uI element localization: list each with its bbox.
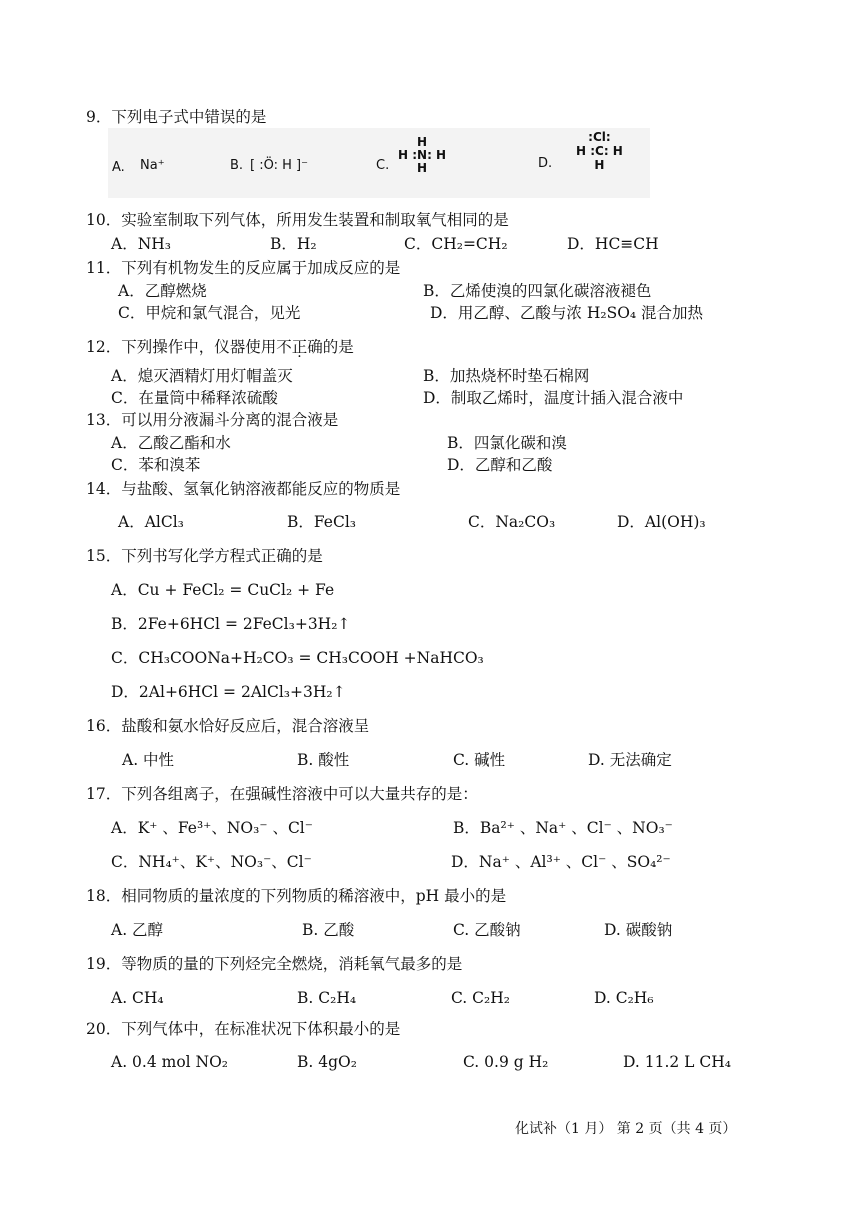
q9-label-c: C. [376, 158, 390, 173]
q18-option-d: D. 碳酸钠 [604, 921, 673, 939]
q14-option-b: B．FeCl₃ [287, 513, 357, 531]
q12-option-c: C．在量筒中稀释浓硫酸 [111, 389, 278, 407]
q15-option-a: A．Cu + FeCl₂ = CuCl₂ + Fe [111, 581, 335, 599]
q14-stem: 14．与盐酸、氢氧化钠溶液都能反应的物质是 [86, 480, 401, 498]
q17-option-d: D．Na⁺ 、Al³⁺ 、Cl⁻ 、SO₄²⁻ [451, 853, 671, 871]
q9-lewis-nh3: H H :N: H H [398, 135, 447, 175]
q9-label-b: B. [230, 158, 244, 173]
q18-option-c: C. 乙酸钠 [453, 921, 521, 939]
q18-option-a: A. 乙醇 [111, 921, 164, 939]
q14-option-d: D．Al(OH)₃ [617, 513, 706, 531]
q19-option-a: A. CH₄ [111, 989, 164, 1007]
page-footer: 化试补（1 月） 第 2 页（共 4 页） [515, 1121, 737, 1137]
q19-option-b: B. C₂H₄ [297, 989, 357, 1007]
q16-stem: 16．盐酸和氨水恰好反应后，混合溶液呈 [86, 717, 370, 735]
q12-option-d: D．制取乙烯时，温度计插入混合液中 [423, 389, 684, 407]
q10-option-a: A．NH₃ [111, 235, 171, 253]
q19-option-d: D. C₂H₆ [594, 989, 654, 1007]
q10-option-d: D．HC≡CH [567, 235, 659, 253]
q11-option-d: D．用乙醇、乙酸与浓 H₂SO₄ 混合加热 [430, 304, 704, 322]
q9-label-d: D. [538, 156, 553, 171]
q19-option-c: C. C₂H₂ [451, 989, 510, 1007]
q20-option-b: B. 4gO₂ [297, 1053, 357, 1071]
q12-stem [86, 337, 354, 357]
q11-option-a: A．乙醇燃烧 [118, 282, 207, 300]
q16-option-b: B. 酸性 [297, 751, 350, 769]
q20-option-c: C. 0.9 g H₂ [463, 1053, 549, 1071]
q9-options-image [108, 128, 650, 198]
q10-stem: 10．实验室制取下列气体，所用发生装置和制取氧气相同的是 [86, 211, 509, 229]
q17-option-c: C．NH₄⁺、K⁺、NO₃⁻、Cl⁻ [111, 853, 312, 871]
q11-option-c: C．甲烷和氯气混合，见光 [118, 304, 301, 322]
q15-option-b: B．2Fe+6HCl = 2FeCl₃+3H₂↑ [111, 615, 351, 633]
q20-stem: 20．下列气体中，在标准状况下体积最小的是 [86, 1020, 401, 1038]
q14-option-c: C．Na₂CO₃ [468, 513, 556, 531]
q18-option-b: B. 乙酸 [302, 921, 355, 939]
q13-stem: 13．可以用分液漏斗分离的混合液是 [86, 411, 339, 429]
q12-stem-post: 的是 [322, 338, 354, 356]
q17-stem: 17．下列各组离子，在强碱性溶液中可以大量共存的是： [86, 785, 478, 803]
q13-option-d: D．乙醇和乙酸 [447, 456, 553, 474]
q9-formula-b: [ :Ö: H ]⁻ [250, 158, 308, 173]
q16-option-a: A. 中性 [122, 751, 175, 769]
q10-option-b: B．H₂ [270, 235, 317, 253]
q12-option-b: B．加热烧杯时垫石棉网 [423, 367, 590, 385]
q16-option-c: C. 碱性 [453, 751, 506, 769]
q17-option-a: A．K⁺ 、Fe³⁺、NO₃⁻ 、Cl⁻ [111, 819, 313, 837]
q11-stem: 11．下列有机物发生的反应属于加成反应的是 [86, 259, 401, 277]
q20-option-a: A. 0.4 mol NO₂ [111, 1053, 229, 1071]
q9-formula-a: Na⁺ [140, 158, 165, 173]
q12-stem-pre: 12．下列操作中，仪器使用 [86, 338, 277, 356]
q12-option-a: A．熄灭酒精灯用灯帽盖灭 [111, 367, 293, 385]
q17-option-b: B．Ba²⁺ 、Na⁺ 、Cl⁻ 、NO₃⁻ [453, 819, 673, 837]
q12-stem-emphasis: 不正确 [276, 338, 323, 356]
q9-lewis-ch3cl: :Cl: H :C: H H [576, 130, 623, 172]
q20-option-d: D. 11.2 L CH₄ [623, 1053, 731, 1071]
q13-option-a: A．乙酸乙酯和水 [111, 434, 231, 452]
q15-option-c: C．CH₃COONa+H₂CO₃ = CH₃COOH +NaHCO₃ [111, 649, 484, 667]
q9-stem: 9．下列电子式中错误的是 [86, 108, 267, 126]
q10-option-c: C．CH₂=CH₂ [404, 235, 508, 253]
q13-option-b: B．四氯化碳和溴 [447, 434, 567, 452]
q11-option-b: B．乙烯使溴的四氯化碳溶液褪色 [423, 282, 652, 300]
q15-stem: 15．下列书写化学方程式正确的是 [86, 547, 323, 565]
q16-option-d: D. 无法确定 [588, 751, 672, 769]
q18-stem: 18．相同物质的量浓度的下列物质的稀溶液中，pH 最小的是 [86, 887, 507, 905]
q14-option-a: A．AlCl₃ [118, 513, 184, 531]
q9-label-a: A. [112, 160, 125, 175]
q19-stem: 19．等物质的量的下列烃完全燃烧，消耗氧气最多的是 [86, 955, 463, 973]
q15-option-d: D．2Al+6HCl = 2AlCl₃+3H₂↑ [111, 683, 346, 701]
q13-option-c: C．苯和溴苯 [111, 456, 201, 474]
